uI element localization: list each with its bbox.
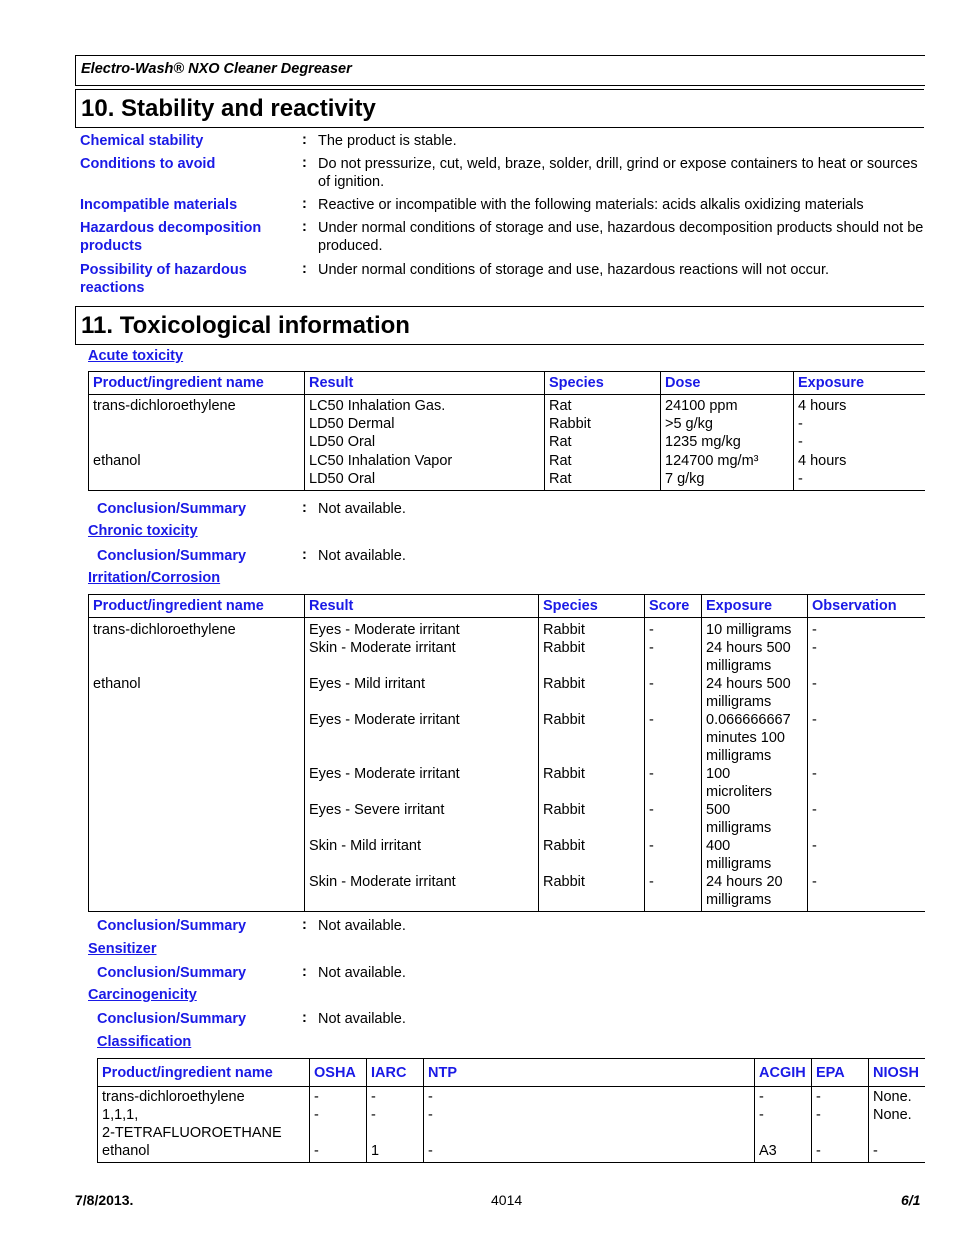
footer-date: 7/8/2013.	[75, 1192, 134, 1208]
table-row	[98, 1106, 925, 1142]
table-row	[89, 639, 925, 675]
table-cell: -	[755, 1087, 812, 1107]
table-cell	[702, 675, 808, 711]
table-cell: Rabbit	[539, 873, 645, 912]
table-cell: 124700 mg/m³	[661, 451, 794, 470]
table-cell	[98, 1106, 310, 1142]
colon: :	[302, 917, 307, 933]
footer-code: 4014	[491, 1192, 523, 1208]
column-header: NIOSH	[869, 1059, 925, 1087]
table-cell: trans-dichloroethylene	[89, 395, 305, 416]
table-cell: trans-dichloroethylene	[89, 618, 305, 640]
table-cell	[98, 1087, 310, 1107]
acute-toxicity-table	[88, 371, 925, 491]
cell-line: milligrams	[706, 694, 772, 710]
table-cell	[89, 837, 305, 873]
table-row	[89, 451, 925, 470]
colon: :	[302, 547, 307, 563]
table-cell: LD50 Dermal	[305, 415, 545, 433]
table-cell: -	[645, 873, 702, 912]
column-header: Observation	[808, 595, 925, 618]
table-cell: ethanol	[89, 675, 305, 711]
row-label: Conclusion/Summary	[97, 548, 247, 564]
classification-heading: Classification	[97, 1034, 192, 1050]
row-label: Chemical stability	[80, 133, 204, 149]
table-cell: Skin - Moderate irritant	[305, 873, 539, 912]
table-cell: -	[808, 711, 925, 765]
table-cell: Rabbit	[539, 675, 645, 711]
column-header: Exposure	[794, 372, 925, 395]
table-header-row	[89, 372, 925, 395]
table-cell: -	[755, 1106, 812, 1142]
table-cell: Rat	[545, 433, 661, 451]
row-value: Not available.	[318, 918, 406, 934]
colon: :	[302, 132, 307, 148]
row-value: The product is stable.	[318, 133, 457, 149]
column-header: NTP	[424, 1059, 755, 1087]
table-cell: None.	[869, 1087, 925, 1107]
column-header: Species	[545, 372, 661, 395]
row-value: Under normal conditions of storage and use, hazardous decomposition products should not be produced.	[318, 220, 924, 254]
table-row	[89, 395, 925, 416]
table-cell	[89, 639, 305, 675]
cell-line: milligrams	[706, 658, 772, 674]
table-cell: -	[794, 433, 925, 451]
table-cell: -	[310, 1142, 367, 1163]
row-value: Under normal conditions of storage and use, hazardous reactions will not occur.	[318, 262, 830, 278]
cell-line: milligrams	[706, 856, 772, 872]
table-cell: -	[869, 1142, 925, 1163]
table-cell: -	[645, 801, 702, 837]
table-cell	[89, 433, 305, 451]
table-cell: -	[310, 1087, 367, 1107]
column-header: Product/ingredient name	[98, 1059, 310, 1087]
column-header: ACGIH	[755, 1059, 812, 1087]
table-row	[89, 433, 925, 451]
table-cell: Rat	[545, 451, 661, 470]
column-header: Species	[539, 595, 645, 618]
table-cell: 1235 mg/kg	[661, 433, 794, 451]
table-cell: -	[645, 711, 702, 765]
table-cell: None.	[869, 1106, 925, 1142]
cell-line: trans-dichloroethylene	[102, 1089, 245, 1105]
table-cell: -	[808, 873, 925, 912]
table-cell: 4 hours	[794, 395, 925, 416]
table-cell: LD50 Oral	[305, 470, 545, 491]
table-cell	[702, 837, 808, 873]
table-cell: -	[794, 470, 925, 491]
table-cell: -	[808, 675, 925, 711]
table-cell: >5 g/kg	[661, 415, 794, 433]
table-cell	[89, 470, 305, 491]
document-header	[75, 55, 925, 86]
table-cell: Rabbit	[539, 837, 645, 873]
table-cell	[89, 415, 305, 433]
column-header: Result	[305, 595, 539, 618]
classification-table	[97, 1058, 925, 1163]
product-title: Electro-Wash® NXO Cleaner Degreaser	[81, 61, 352, 77]
cell-line: 10 milligrams	[706, 622, 792, 638]
table-header-row	[89, 595, 925, 618]
table-row	[89, 711, 925, 765]
table-cell: Eyes - Moderate irritant	[305, 711, 539, 765]
cell-line: 500	[706, 802, 731, 818]
table-row	[89, 618, 925, 640]
cell-line: ethanol	[102, 1143, 150, 1159]
table-cell: -	[367, 1106, 424, 1142]
cell-line: 0.066666667	[706, 712, 791, 728]
table-cell	[702, 801, 808, 837]
section-11-title	[75, 306, 924, 345]
cell-line: milligrams	[706, 892, 772, 908]
table-row	[89, 873, 925, 912]
table-row	[98, 1142, 925, 1163]
colon: :	[302, 964, 307, 980]
cell-line: milligrams	[706, 820, 772, 836]
section-11-title-text: 11. Toxicological information	[81, 312, 410, 339]
table-cell: -	[424, 1087, 755, 1107]
row-label: Conditions to avoid	[80, 156, 216, 172]
row-label: Conclusion/Summary	[97, 501, 247, 517]
table-row	[89, 415, 925, 433]
table-cell: 7 g/kg	[661, 470, 794, 491]
acute-toxicity-heading: Acute toxicity	[88, 348, 184, 364]
table-row	[98, 1087, 925, 1107]
table-cell: Rabbit	[539, 765, 645, 801]
cell-line: 24 hours 500	[706, 640, 791, 656]
row-value: Not available.	[318, 1011, 406, 1027]
table-cell: Skin - Mild irritant	[305, 837, 539, 873]
table-cell: Rat	[545, 470, 661, 491]
table-cell: -	[367, 1087, 424, 1107]
table-cell: Rat	[545, 395, 661, 416]
table-cell: 4 hours	[794, 451, 925, 470]
column-header: EPA	[812, 1059, 869, 1087]
row-label: Conclusion/Summary	[97, 965, 247, 981]
row-value: Not available.	[318, 501, 406, 517]
table-cell	[89, 873, 305, 912]
column-header: Product/ingredient name	[89, 595, 305, 618]
cell-line: milligrams	[706, 748, 772, 764]
table-cell: -	[808, 765, 925, 801]
colon: :	[302, 1010, 307, 1026]
table-cell: -	[645, 837, 702, 873]
chronic-toxicity-heading: Chronic toxicity	[88, 523, 198, 539]
table-cell	[89, 765, 305, 801]
colon: :	[302, 219, 307, 235]
column-header: Score	[645, 595, 702, 618]
column-header: Product/ingredient name	[89, 372, 305, 395]
table-cell: Rabbit	[539, 639, 645, 675]
column-header: Dose	[661, 372, 794, 395]
table-cell: -	[424, 1106, 755, 1142]
table-cell: -	[808, 618, 925, 640]
table-cell: Rabbit	[539, 801, 645, 837]
cell-line: 1,1,1,	[102, 1107, 139, 1123]
cell-line: microliters	[706, 784, 773, 800]
table-cell: LC50 Inhalation Vapor	[305, 451, 545, 470]
table-cell: -	[812, 1142, 869, 1163]
table-cell: -	[310, 1106, 367, 1142]
table-cell	[89, 801, 305, 837]
table-cell: ethanol	[89, 451, 305, 470]
row-label: Hazardous decomposition products	[80, 220, 262, 254]
table-cell: -	[812, 1106, 869, 1142]
column-header: OSHA	[310, 1059, 367, 1087]
section-10-title-text: 10. Stability and reactivity	[81, 95, 376, 122]
table-cell: A3	[755, 1142, 812, 1163]
sensitizer-heading: Sensitizer	[88, 941, 157, 957]
irritation-table	[88, 594, 925, 912]
cell-line: 400	[706, 838, 731, 854]
table-header-row	[98, 1059, 925, 1087]
section-10-title	[75, 89, 924, 128]
cell-line: 24 hours 20	[706, 874, 783, 890]
colon: :	[302, 196, 307, 212]
table-cell: -	[645, 618, 702, 640]
table-row	[89, 765, 925, 801]
irritation-heading: Irritation/Corrosion	[88, 570, 221, 586]
table-cell	[702, 765, 808, 801]
table-cell: Rabbit	[545, 415, 661, 433]
row-label: Incompatible materials	[80, 197, 238, 213]
cell-line: minutes 100	[706, 730, 785, 746]
colon: :	[302, 261, 307, 277]
table-cell: -	[808, 837, 925, 873]
table-cell: -	[812, 1087, 869, 1107]
column-header: Exposure	[702, 595, 808, 618]
table-row	[89, 837, 925, 873]
cell-line: 2-TETRAFLUOROETHANE	[102, 1125, 282, 1141]
table-cell: 24100 ppm	[661, 395, 794, 416]
table-cell: Eyes - Mild irritant	[305, 675, 539, 711]
table-cell: -	[794, 415, 925, 433]
row-value: Reactive or incompatible with the following materials: acids alkalis oxidizing materials	[318, 197, 864, 213]
table-cell: -	[808, 801, 925, 837]
table-cell: Skin - Moderate irritant	[305, 639, 539, 675]
table-cell: Eyes - Severe irritant	[305, 801, 539, 837]
colon: :	[302, 155, 307, 171]
table-cell: -	[645, 765, 702, 801]
table-row	[89, 801, 925, 837]
table-cell	[702, 873, 808, 912]
row-label: Conclusion/Summary	[97, 1011, 247, 1027]
table-cell	[702, 639, 808, 675]
table-cell	[89, 711, 305, 765]
table-cell: -	[645, 675, 702, 711]
row-value: Not available.	[318, 548, 406, 564]
row-value: Do not pressurize, cut, weld, braze, solder, drill, grind or expose containers to heat or sources of ignition.	[318, 156, 918, 190]
footer-page: 6/1	[901, 1192, 921, 1208]
column-header: IARC	[367, 1059, 424, 1087]
table-cell: -	[808, 639, 925, 675]
row-value: Not available.	[318, 965, 406, 981]
table-cell: -	[645, 639, 702, 675]
table-cell	[702, 711, 808, 765]
table-cell	[702, 618, 808, 640]
row-label: Possibility of hazardous reactions	[80, 262, 247, 296]
row-label: Conclusion/Summary	[97, 918, 247, 934]
cell-line: 24 hours 500	[706, 676, 791, 692]
column-header: Result	[305, 372, 545, 395]
table-cell: 1	[367, 1142, 424, 1163]
table-cell: Eyes - Moderate irritant	[305, 765, 539, 801]
table-cell: Rabbit	[539, 618, 645, 640]
table-cell	[98, 1142, 310, 1163]
table-cell: LC50 Inhalation Gas.	[305, 395, 545, 416]
cell-line: 100	[706, 766, 731, 782]
carcinogenicity-heading: Carcinogenicity	[88, 987, 197, 1003]
table-cell: Eyes - Moderate irritant	[305, 618, 539, 640]
table-cell: LD50 Oral	[305, 433, 545, 451]
colon: :	[302, 500, 307, 516]
table-cell: Rabbit	[539, 711, 645, 765]
table-row	[89, 675, 925, 711]
table-cell: -	[424, 1142, 755, 1163]
table-row	[89, 470, 925, 491]
